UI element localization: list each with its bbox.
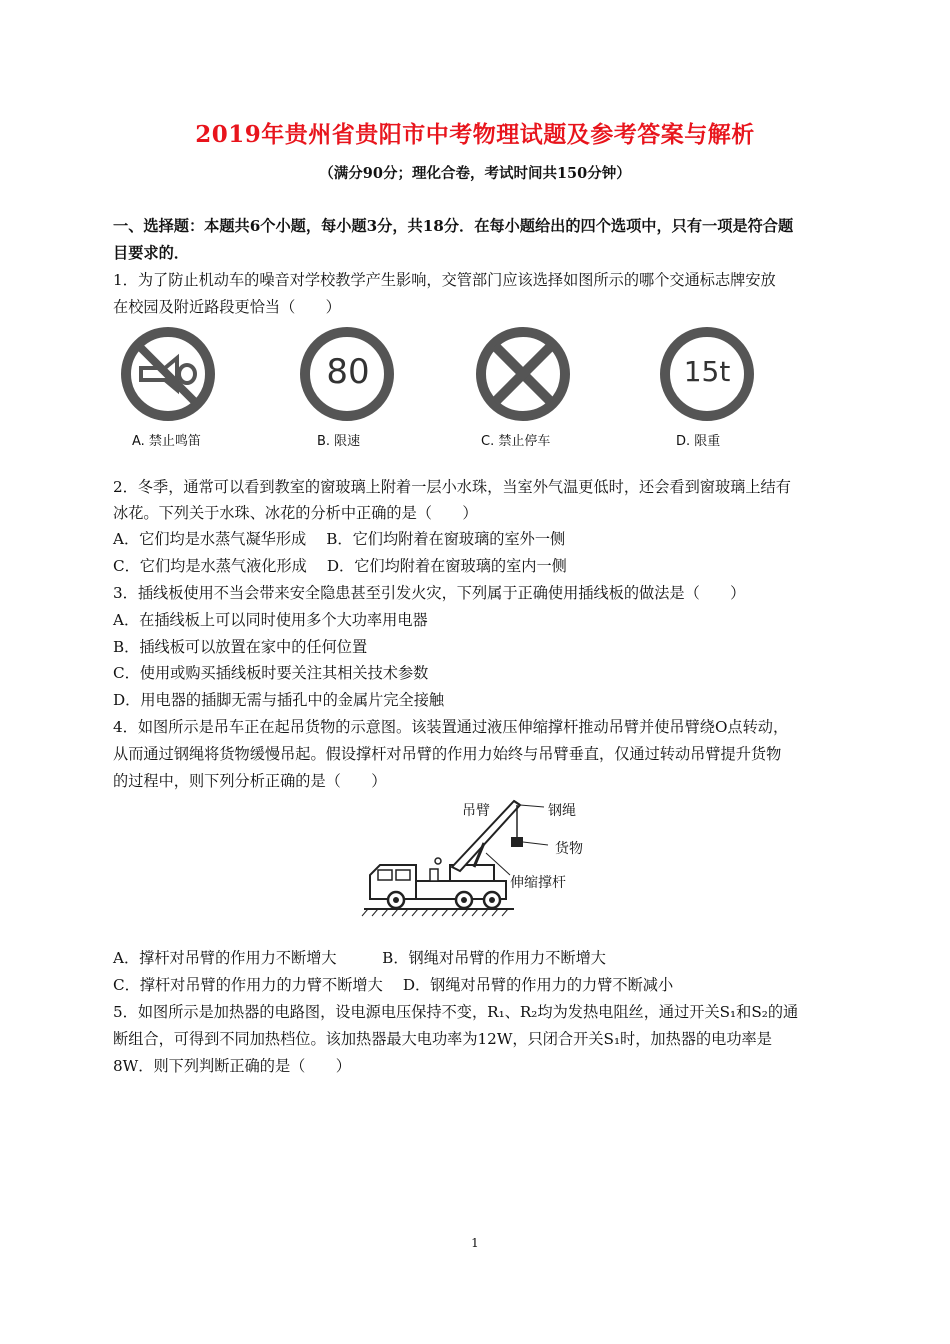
label-rope: 钢绳	[548, 803, 576, 819]
sign-d-label: D. 限重	[676, 434, 721, 449]
q1-stem-line1: 1．为了防止机动车的噪音对学校教学产生影响，交管部门应该选择如图所示的哪个交通标志牌安放	[113, 271, 776, 289]
q5-stem-line2: 断组合，可得到不同加热档位。该加热器最大电功率为12W，只闭合开关S₁时，加热器的电功率是	[113, 1030, 772, 1048]
q3-stem: 3．插线板使用不当会带来安全隐患甚至引发火灾，下列属于正确使用插线板的做法是（ ）	[113, 584, 746, 602]
q4-options-ab: A．撑杆对吊臂的作用力不断增大 B．钢绳对吊臂的作用力不断增大	[113, 949, 606, 967]
sign-a-no-horn	[113, 326, 223, 426]
section-header-line2: 目要求的．	[113, 244, 189, 262]
q1-stem-line2: 在校园及附近路段更恰当（ ）	[113, 298, 341, 316]
q4-stem-line3: 的过程中，则下列分析正确的是（ ）	[113, 772, 387, 790]
document-subtitle: （满分90分；理化合卷，考试时间共150分钟）	[319, 165, 631, 182]
q2-options-ab: A．它们均是水蒸气凝华形成 B．它们均附着在窗玻璃的室外一侧	[113, 530, 566, 548]
q3-option-c: C．使用或购买插线板时要关注其相关技术参数	[113, 664, 429, 682]
q3-option-b: B．插线板可以放置在家中的任何位置	[113, 638, 368, 656]
q2-stem-line1: 2．冬季，通常可以看到教室的窗玻璃上附着一层小水珠，当室外气温更低时，还会看到窗玻璃上结有	[113, 478, 791, 496]
q4-options-cd: C．撑杆对吊臂的作用力的力臂不断增大 D．钢绳对吊臂的作用力的力臂不断减小	[113, 976, 674, 994]
q4-stem-line1: 4．如图所示是吊车正在起吊货物的示意图。该装置通过液压伸缩撑杆推动吊臂并使吊臂绕O点转动，	[113, 718, 789, 736]
weight-limit-value: 15t	[683, 355, 731, 388]
sign-c-label: C. 禁止停车	[481, 434, 551, 449]
sign-c-no-stopping	[468, 326, 578, 426]
label-strut: 伸缩撑杆	[510, 875, 566, 891]
q2-options-cd: C．它们均是水蒸气液化形成 D．它们均附着在窗玻璃的室内一侧	[113, 557, 567, 575]
label-boom: 吊臂	[462, 803, 490, 819]
q3-option-a: A．在插线板上可以同时使用多个大功率用电器	[113, 611, 428, 629]
q3-option-d: D．用电器的插脚无需与插孔中的金属片完全接触	[113, 691, 445, 709]
sign-b-label: B. 限速	[317, 434, 361, 449]
q5-stem-line1: 5．如图所示是加热器的电路图，设电源电压保持不变，R₁、R₂均为发热电阻丝，通过开关S₁和S₂的通	[113, 1003, 799, 1021]
section-header-line1: 一、选择题：本题共6个小题，每小题3分，共18分．在每小题给出的四个选项中，只有一项是符合题	[113, 217, 794, 235]
q4-stem-line2: 从而通过钢绳将货物缓慢吊起。假设撑杆对吊臂的作用力始终与吊臂垂直，仅通过转动吊臂提升货物	[113, 745, 782, 763]
no-stopping-sign-icon	[468, 326, 578, 426]
speed-limit-value: 80	[326, 352, 370, 392]
page-number: 1	[471, 1236, 479, 1250]
q2-stem-line2: 冰花。下列关于水珠、冰花的分析中正确的是（ ）	[113, 504, 478, 522]
label-cargo: 货物	[555, 841, 583, 857]
sign-a-label: A. 禁止鸣笛	[132, 434, 201, 449]
q5-stem-line3: 8W．则下列判断正确的是（ ）	[113, 1057, 351, 1075]
document-title: 2019年贵州省贵阳市中考物理试题及参考答案与解析	[195, 121, 755, 148]
no-horn-sign-icon	[113, 326, 223, 426]
